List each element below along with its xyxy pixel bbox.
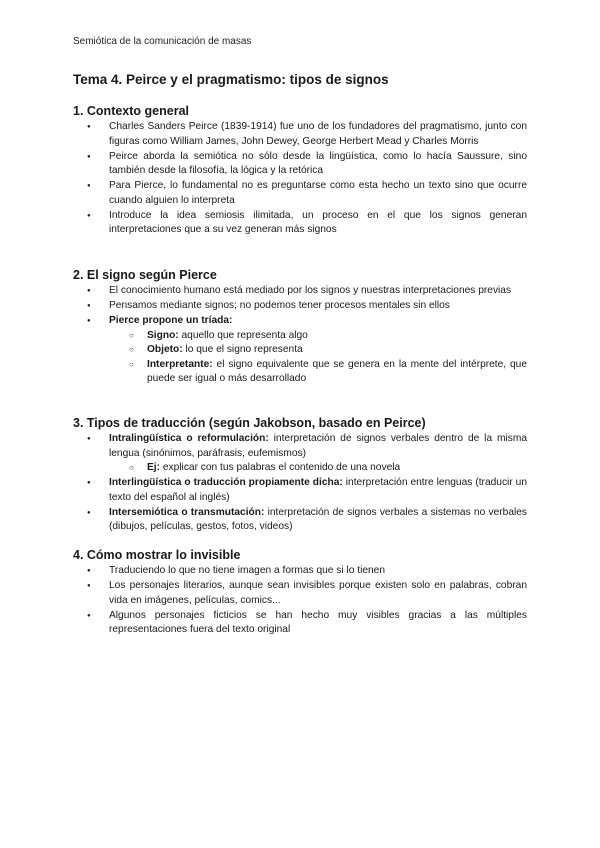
term-desc: interpretación entre lenguas (traducir un texto del español al inglés)	[109, 477, 527, 503]
page-header: Semiótica de la comunicación de masas	[73, 36, 252, 47]
bullet-list	[73, 120, 527, 238]
term-desc: interpretación de signos verbales dentro de la misma lengua (sinónimos, paráfrasis, eufemismos)	[109, 433, 527, 459]
list-item: ● Pensamos mediante signos; no podemos tener procesos mentales sin ellos	[73, 299, 527, 314]
section-heading: 3. Tipos de traducción (según Jakobson, basado en Peirce)	[73, 416, 426, 430]
list-item: ● Para Pierce, lo fundamental no es preguntarse como esta hecho un texto sino que ocurre cuando alguien lo interpreta	[73, 179, 527, 208]
term-desc: aquello que representa algo	[178, 329, 308, 341]
section-tipos-de-traduccion	[73, 416, 527, 535]
list-item: ● Traduciendo lo que no tiene imagen a formas que si lo tienen	[73, 564, 527, 579]
sub-list-item	[109, 461, 527, 476]
term-interlinguistica: Interlingüística o traducción propiamente dicha:	[109, 477, 343, 488]
example-label: Ej:	[147, 462, 161, 473]
list-item: ● Introduce la idea semiosis ilimitada, un proceso en el que los signos generan interpretaciones que a su vez generan más signos	[73, 209, 527, 238]
bullet-list	[73, 432, 527, 535]
sub-list-item	[109, 343, 527, 358]
bullet-list	[73, 564, 527, 638]
list-item	[73, 476, 527, 505]
term-objeto: Objeto:	[147, 344, 183, 355]
list-item: ● El conocimiento humano está mediado por los signos y nuestras interpretaciones previas	[73, 284, 527, 299]
section-signo-segun-pierce	[73, 268, 527, 387]
list-item-triada	[73, 314, 527, 387]
term-desc: el signo equivalente que se genera en la mente del intérprete, que puede ser igual o más desarrollado	[147, 358, 527, 384]
list-item: ● Peirce aborda la semiótica no sólo desde la lingüística, como lo hacía Saussure, sino también desde la filosofía, la lógica y la retórica	[73, 150, 527, 179]
section-contexto-general	[73, 104, 527, 238]
list-item: ● Los personajes literarios, aunque sean invisibles porque existen solo en palabras, cobran vida en imágenes, películas, comics...	[73, 579, 527, 608]
term-interpretante: Interpretante:	[147, 358, 213, 370]
list-item: ● Charles Sanders Peirce (1839-1914) fue uno de los fundadores del pragmatismo, junto con figuras como William James, John Dewey, George Herbert Mead y Charles Morris	[73, 120, 527, 149]
section-mostrar-lo-invisible	[73, 548, 527, 638]
document-title: Tema 4. Peirce y el pragmatismo: tipos de signos	[73, 72, 389, 87]
term-intralinguistica: Intralingüística o reformulación:	[109, 433, 269, 444]
sub-list-item	[109, 358, 527, 387]
section-heading: 1. Contexto general	[73, 104, 189, 118]
term-desc: lo que el signo representa	[182, 344, 303, 355]
section-heading: 2. El signo según Pierce	[73, 268, 217, 282]
term-intersemiotica: Intersemiótica o transmutación:	[109, 506, 265, 518]
sub-bullet-list	[109, 461, 527, 476]
sub-list-item	[109, 329, 527, 344]
triad-label: Pierce propone un tríada:	[109, 315, 233, 326]
example-desc: explicar con tus palabras el contenido de una novela	[160, 462, 401, 473]
list-item	[73, 432, 527, 476]
term-desc: interpretación de signos verbales a sistemas no verbales (dibujos, películas, gestos, fotos, videos)	[109, 506, 528, 532]
term-signo: Signo:	[147, 329, 179, 341]
section-heading: 4. Cómo mostrar lo invisible	[73, 548, 241, 562]
bullet-list	[73, 284, 527, 387]
list-item: ● Algunos personajes ficticios se han hecho muy visibles gracias a las múltiples representaciones fuera del texto original	[73, 609, 527, 638]
list-item	[73, 506, 527, 535]
sub-bullet-list	[109, 329, 527, 387]
